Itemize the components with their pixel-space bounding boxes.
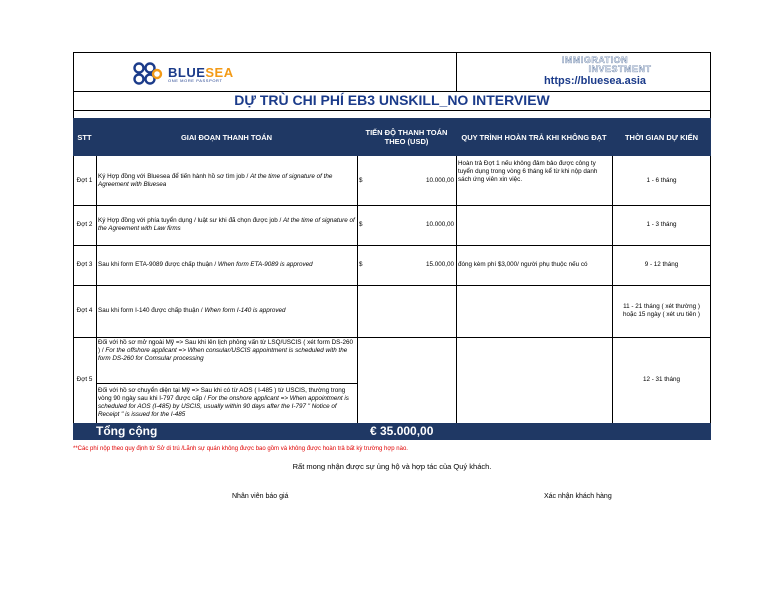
cell-stage-onshore: Đối với hồ sơ chuyển diện tại Mỹ => Sau khi có từ AOS ( I-485 ) từ USCIS, thường trong vòng 90 ngày sau khi I-797 được cấp / For the onshore applicant => When appointment is scheduled for AOS (I-485) by USCIS, usually within 90 days after the I-797 " Notice of Receipt " is issued for the I-485 (98, 387, 349, 418)
cell-time: 12 - 31 tháng (642, 376, 681, 383)
cell-stt: Đợt 5 (76, 376, 93, 383)
cell-refund: đóng kèm phí $3,000/ người phụ thuộc nếu có (458, 261, 588, 268)
brand-immigration-investment (520, 56, 670, 92)
cell-amount: 15.000,00 (425, 261, 454, 268)
cell-refund (456, 285, 612, 337)
total-label: Tổng cộng (96, 424, 158, 438)
signature-label-staff: Nhân viên báo giá (232, 493, 289, 500)
cell-stt: Đợt 1 (76, 176, 93, 184)
logo-tagline: ONE MORE PASSPORT (168, 77, 223, 83)
signature-label-customer: Xác nhận khách hàng (544, 493, 612, 500)
brand-line-investment: INVESTMENT (588, 64, 652, 74)
cell-time: 1 - 3 tháng (646, 221, 677, 228)
cell-time: 11 - 21 tháng ( xét thường ) hoặc 15 ngày ( xét ưu tiên ) (622, 303, 701, 318)
col-header-stage: GIAI ĐOẠN THANH TOÁN (180, 132, 273, 142)
brand-line-immigration: IMMIGRATION (561, 55, 629, 65)
cell-time: 1 - 6 tháng (646, 176, 677, 184)
divider (73, 110, 711, 111)
cell-currency: $ (359, 261, 363, 268)
cell-amount: 10.000,00 (425, 221, 454, 228)
logo-name: BLUESEA (168, 64, 234, 80)
divider (456, 52, 457, 91)
cell-stt: Đợt 3 (76, 261, 93, 268)
thanks-text: Rất mong nhận được sự ủng hộ và hợp tác của Quý khách. (292, 462, 492, 471)
cell-refund: Hoàn trả Đợt 1 nếu không đảm bảo được công ty tuyển dụng trong vòng 6 tháng kể từ khi nộp danh sách ứng viên xin việc. (458, 160, 598, 183)
cell-currency: $ (359, 221, 363, 228)
footnote: **Các phí nộp theo quy định từ Sở di trú /Lãnh sự quán không được bao gồm và không được hoàn trả bất kỳ trường hợp nào. (73, 446, 408, 452)
cell-refund (456, 205, 612, 245)
cell-stage: Ký Hợp đồng với phía tuyển dụng / luật sư khi đã chọn được job / At the time of signature of the Agreement with Law firms (98, 217, 355, 232)
cell-currency: $ (359, 176, 363, 184)
page-title: DỰ TRÙ CHI PHÍ EB3 UNSKILL_NO INTERVIEW (234, 92, 550, 108)
brand-url: https://bluesea.asia (543, 75, 647, 87)
cell-time: 9 - 12 tháng (644, 261, 679, 268)
col-header-stt: STT (77, 132, 92, 142)
cell-stage-offshore: Đối với hồ sơ mở ngoài Mỹ => Sau khi lên lịch phỏng vấn từ LSQ/USCIS ( xét form DS-260 ) / For the offshore applicant => When consular/USCIS appointment is scheduled with the form DS-260 for Comsular processing (98, 339, 353, 362)
col-header-time: THỜI GIAN DỰ KIẾN (624, 132, 699, 142)
cell-stt: Đợt 4 (76, 307, 93, 314)
col-header-refund: QUY TRÌNH HOÀN TRẢ KHI KHÔNG ĐẠT (461, 132, 607, 142)
col-header-amount: TIẾN ĐỘ THANH TOÁN THEO (USD) (365, 128, 448, 146)
cell-amount: 10.000,00 (425, 176, 454, 184)
cell-amount (377, 285, 456, 337)
cell-stage: Sau khi form I-140 được chấp thuận / When form I-140 is approved (98, 307, 286, 314)
cell-stage: Ký Hợp đồng với Bluesea để tiến hành hồ sơ tìm job / At the time of signature of the Agreement with Bluesea (98, 172, 333, 188)
cell-stt: Đợt 2 (76, 221, 93, 228)
cell-currency (357, 285, 377, 337)
bluesea-logo-icon (130, 61, 164, 87)
cell-stage: Sau khi form ETA-9089 được chấp thuận / When form ETA-9089 is approved (98, 261, 313, 268)
bluesea-logo (130, 60, 250, 88)
total-value: € 35.000,00 (370, 424, 434, 438)
